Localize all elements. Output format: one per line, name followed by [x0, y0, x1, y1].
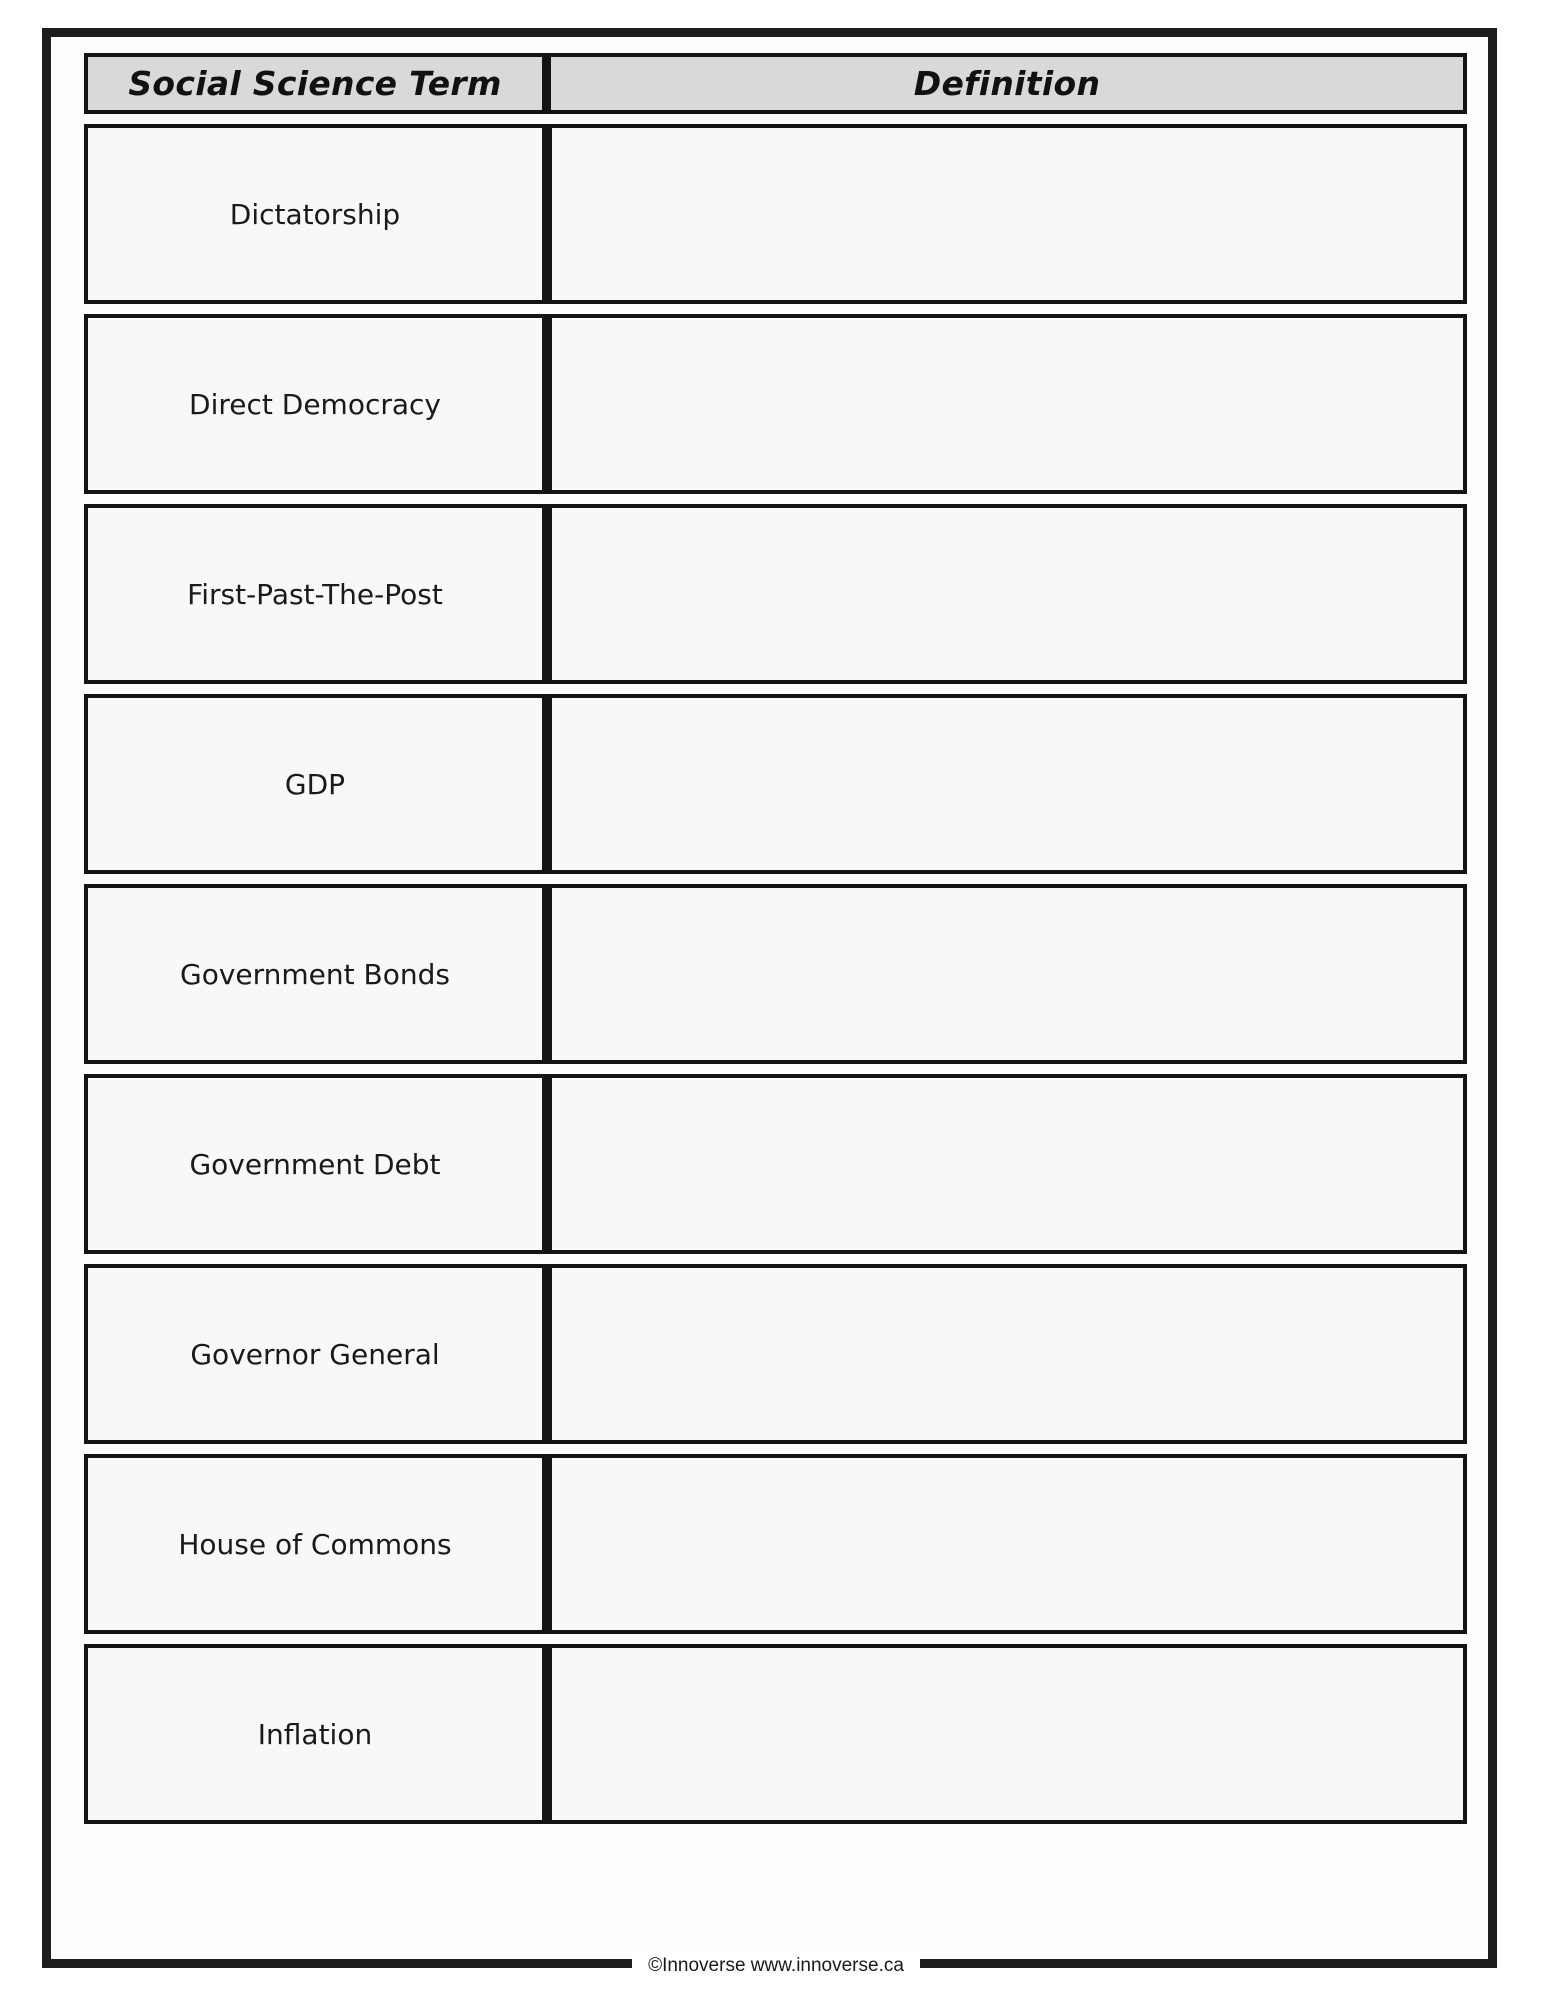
term-label: Government Bonds [180, 957, 450, 991]
term-cell [84, 884, 546, 1064]
header-term-cell [84, 53, 546, 114]
table-row [84, 314, 1467, 494]
table-row [84, 1454, 1467, 1634]
term-cell [84, 124, 546, 304]
definition-cell[interactable] [546, 1454, 1467, 1634]
definition-cell[interactable] [546, 1644, 1467, 1824]
definition-cell[interactable] [546, 124, 1467, 304]
header-term-label: Social Science Term [128, 64, 502, 103]
term-cell [84, 694, 546, 874]
term-label: Government Debt [189, 1147, 441, 1181]
table-row [84, 1644, 1467, 1824]
term-cell [84, 1454, 546, 1634]
table-row [84, 694, 1467, 874]
definition-cell[interactable] [546, 504, 1467, 684]
definition-cell[interactable] [546, 314, 1467, 494]
term-cell [84, 504, 546, 684]
header-definition-cell [546, 53, 1467, 114]
definition-cell[interactable] [546, 1074, 1467, 1254]
table-row [84, 1074, 1467, 1254]
term-label: First-Past-The-Post [187, 577, 443, 611]
vocabulary-table [84, 53, 1467, 1824]
term-cell [84, 314, 546, 494]
term-label: Governor General [190, 1337, 440, 1371]
definition-cell[interactable] [546, 884, 1467, 1064]
definition-cell[interactable] [546, 1264, 1467, 1444]
term-label: GDP [284, 767, 346, 801]
table-row [84, 504, 1467, 684]
term-label: Direct Democracy [189, 387, 441, 421]
term-cell [84, 1074, 546, 1254]
footer-copyright [632, 1949, 920, 1983]
table-header-row [84, 53, 1467, 114]
table-row [84, 884, 1467, 1064]
term-label: House of Commons [178, 1527, 452, 1561]
term-cell [84, 1644, 546, 1824]
header-definition-label: Definition [913, 64, 1101, 103]
term-label: Inflation [257, 1717, 373, 1751]
definition-cell[interactable] [546, 694, 1467, 874]
footer-text: ©Innoverse www.innoverse.ca [648, 1955, 904, 1976]
table-row [84, 124, 1467, 304]
term-label: Dictatorship [229, 197, 401, 231]
table-row [84, 1264, 1467, 1444]
term-cell [84, 1264, 546, 1444]
